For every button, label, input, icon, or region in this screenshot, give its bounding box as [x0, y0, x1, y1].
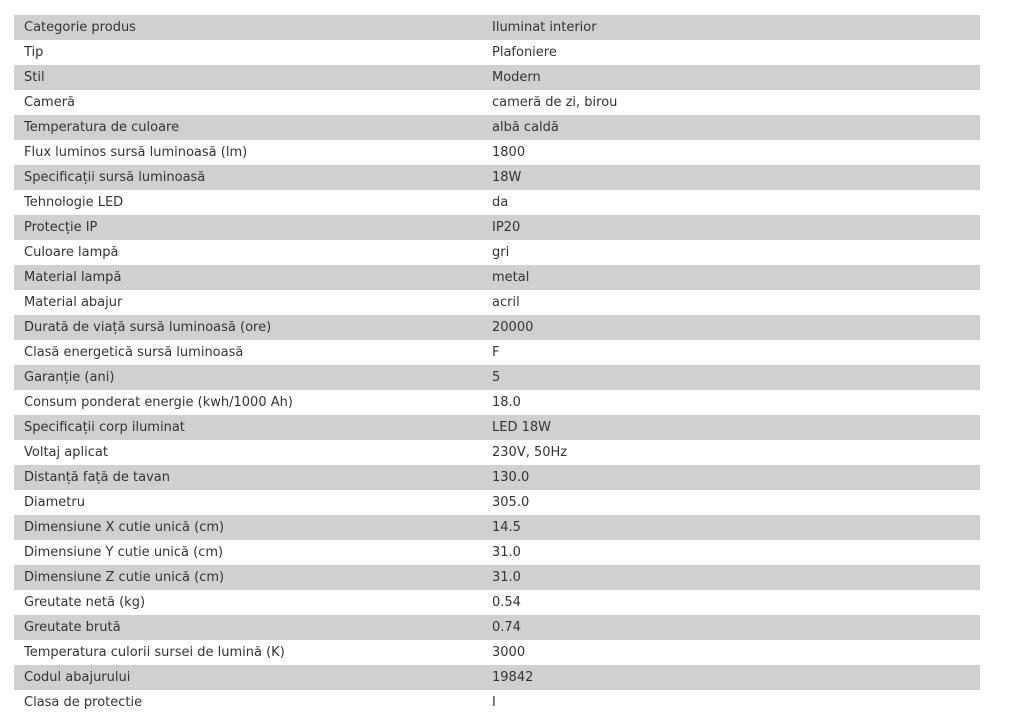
spec-value: LED 18W [482, 415, 980, 440]
spec-row [14, 215, 980, 240]
spec-label: Dimensiune Y cutie unică (cm) [14, 540, 482, 565]
spec-row [14, 40, 980, 65]
spec-table-body [14, 15, 980, 715]
spec-label: Consum ponderat energie (kwh/1000 Ah) [14, 390, 482, 415]
spec-row [14, 540, 980, 565]
spec-row [14, 415, 980, 440]
spec-value: 305.0 [482, 490, 980, 515]
spec-row [14, 90, 980, 115]
spec-row [14, 515, 980, 540]
spec-row [14, 465, 980, 490]
spec-value: 0.54 [482, 590, 980, 615]
spec-label: Codul abajurului [14, 665, 482, 690]
spec-value: I [482, 690, 980, 715]
spec-row [14, 690, 980, 715]
spec-value: 31.0 [482, 540, 980, 565]
spec-value: Modern [482, 65, 980, 90]
spec-row [14, 615, 980, 640]
spec-label: Greutate brută [14, 615, 482, 640]
spec-label: Dimensiune X cutie unică (cm) [14, 515, 482, 540]
spec-label: Temperatura culorii sursei de lumină (K) [14, 640, 482, 665]
spec-row [14, 190, 980, 215]
spec-value: 5 [482, 365, 980, 390]
spec-value: 0.74 [482, 615, 980, 640]
spec-value: gri [482, 240, 980, 265]
spec-label: Material lampă [14, 265, 482, 290]
spec-label: Dimensiune Z cutie unică (cm) [14, 565, 482, 590]
spec-row [14, 665, 980, 690]
spec-label: Voltaj aplicat [14, 440, 482, 465]
spec-value: 230V, 50Hz [482, 440, 980, 465]
spec-row [14, 240, 980, 265]
spec-value: 18.0 [482, 390, 980, 415]
spec-value: acril [482, 290, 980, 315]
spec-label: Protecție IP [14, 215, 482, 240]
spec-value: 31.0 [482, 565, 980, 590]
spec-label: Cameră [14, 90, 482, 115]
spec-row [14, 565, 980, 590]
spec-label: Distanță față de tavan [14, 465, 482, 490]
spec-row [14, 315, 980, 340]
spec-value: 14.5 [482, 515, 980, 540]
spec-value: 18W [482, 165, 980, 190]
spec-row [14, 140, 980, 165]
spec-label: Tip [14, 40, 482, 65]
spec-row [14, 390, 980, 415]
spec-label: Clasă energetică sursă luminoasă [14, 340, 482, 365]
spec-label: Specificații corp iluminat [14, 415, 482, 440]
spec-label: Diametru [14, 490, 482, 515]
spec-row [14, 440, 980, 465]
spec-label: Stil [14, 65, 482, 90]
spec-value: cameră de zi, birou [482, 90, 980, 115]
spec-value: albă caldă [482, 115, 980, 140]
spec-label: Temperatura de culoare [14, 115, 482, 140]
spec-row [14, 165, 980, 190]
spec-label: Garanție (ani) [14, 365, 482, 390]
spec-row [14, 15, 980, 40]
spec-label: Culoare lampă [14, 240, 482, 265]
spec-value: 19842 [482, 665, 980, 690]
spec-row [14, 290, 980, 315]
spec-label: Clasa de protectie [14, 690, 482, 715]
spec-row [14, 115, 980, 140]
spec-label: Specificații sursă luminoasă [14, 165, 482, 190]
product-specifications-table [14, 15, 980, 715]
spec-label: Categorie produs [14, 15, 482, 40]
spec-label: Greutate netă (kg) [14, 590, 482, 615]
spec-row [14, 265, 980, 290]
spec-row [14, 490, 980, 515]
spec-row [14, 365, 980, 390]
spec-value: 130.0 [482, 465, 980, 490]
spec-value: Plafoniere [482, 40, 980, 65]
spec-label: Durată de viață sursă luminoasă (ore) [14, 315, 482, 340]
spec-value: metal [482, 265, 980, 290]
spec-value: Iluminat interior [482, 15, 980, 40]
spec-row [14, 340, 980, 365]
spec-row [14, 590, 980, 615]
spec-row [14, 640, 980, 665]
spec-value: da [482, 190, 980, 215]
spec-label: Flux luminos sursă luminoasă (lm) [14, 140, 482, 165]
spec-value: IP20 [482, 215, 980, 240]
spec-row [14, 65, 980, 90]
spec-value: 1800 [482, 140, 980, 165]
spec-label: Tehnologie LED [14, 190, 482, 215]
spec-value: 3000 [482, 640, 980, 665]
spec-value: 20000 [482, 315, 980, 340]
spec-label: Material abajur [14, 290, 482, 315]
spec-value: F [482, 340, 980, 365]
